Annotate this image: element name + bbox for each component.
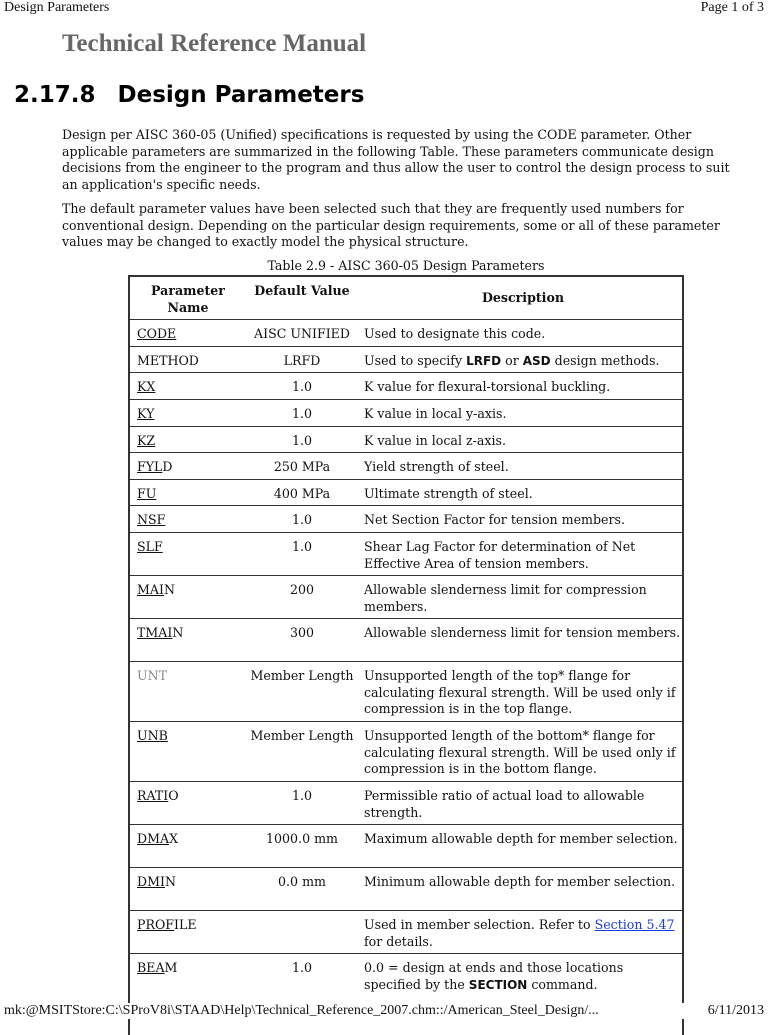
parameter-name — [137, 582, 175, 599]
description: K value for flexural-torsional buckling. — [364, 379, 611, 394]
parameter-name-rest: N — [164, 874, 176, 889]
footer-date: 6/11/2013 — [707, 1003, 764, 1018]
parameter-abbrev: DMI — [137, 874, 165, 889]
description-text: command. — [527, 976, 598, 992]
description-text: Used to specify — [364, 353, 467, 368]
description: Unsupported length of the bottom* flange for calculating flexural strength. Will be used only if compression is in the bottom flange. — [364, 728, 676, 777]
defaults-paragraph: The default parameter values have been selected such that they are frequently used numbers for conventional design. Depending on the particular design requirements, some or all of these parameter values may be changed to exactly model the physical structure. — [62, 201, 720, 250]
parameter-abbrev: DMA — [137, 831, 170, 846]
default-value: 1.0 — [291, 539, 313, 554]
parameter-name-rest: M — [164, 960, 178, 975]
default-value: AISC UNIFIED — [254, 326, 350, 341]
description-text: or — [501, 353, 523, 368]
description: Used to designate this code. — [364, 326, 546, 341]
parameters-table — [128, 275, 684, 1035]
parameter-abbrev: FYL — [137, 459, 163, 474]
default-value: 1.0 — [291, 512, 313, 527]
keyword: ASD — [522, 354, 551, 368]
parameter-name — [137, 486, 156, 503]
default-value: 200 — [289, 582, 315, 597]
parameter-abbrev: NSF — [137, 512, 166, 527]
parameter-abbrev: KX — [137, 379, 156, 394]
parameter-name — [137, 512, 165, 529]
default-value: 1.0 — [291, 433, 313, 448]
table-row — [130, 576, 682, 619]
description: Shear Lag Factor for determination of Net Effective Area of tension members. — [364, 539, 636, 571]
parameter-name — [137, 831, 178, 848]
description: Permissible ratio of actual load to allowable strength. — [364, 788, 645, 820]
parameter-abbrev: SLF — [137, 539, 163, 554]
parameter-abbrev: CODE — [137, 326, 177, 341]
description: Ultimate strength of steel. — [364, 486, 533, 501]
parameter-name-rest: N — [172, 625, 184, 640]
description: K value in local z-axis. — [364, 433, 506, 448]
parameter-name — [137, 406, 154, 423]
table-row — [130, 427, 682, 453]
table-caption: Table 2.9 - AISC 360-05 Design Parameters — [267, 258, 545, 273]
table-row — [130, 347, 682, 373]
default-value: 300 — [289, 625, 315, 640]
description: Allowable slenderness limit for tension members. — [364, 625, 681, 640]
parameter-name-rest: O — [168, 788, 179, 803]
parameter-abbrev: TMAI — [137, 625, 173, 640]
page-footer — [4, 1003, 764, 1019]
parameter-name-rest: METHOD — [137, 353, 199, 368]
parameter-name — [137, 353, 199, 370]
parameter-name — [137, 874, 176, 891]
description-text: for details. — [364, 933, 433, 949]
description — [364, 960, 682, 993]
keyword: LRFD — [466, 354, 502, 368]
intro-paragraph: Design per AISC 360-05 (Unified) specifications is requested by using the CODE parameter. Other applicable parameters are summarized in the following Table. These parameters communicate design decisions from the engineer to the program and thus allow the user to control the design process to suit an application's specific needs. — [62, 127, 730, 192]
table-row — [130, 868, 682, 911]
parameter-name — [137, 433, 155, 450]
parameter-name — [137, 326, 176, 343]
parameter-abbrev: UNB — [137, 728, 168, 743]
page-number: Page 1 of 3 — [700, 0, 764, 15]
section-link[interactable]: Section 5.47 — [594, 917, 675, 932]
default-value: Member Length — [250, 728, 354, 743]
default-value: 1.0 — [291, 406, 313, 421]
parameter-name — [137, 379, 155, 396]
table-row — [130, 373, 682, 400]
manual-title: Technical Reference Manual — [62, 30, 367, 57]
table-header-row — [130, 277, 682, 320]
description-text: 0.0 = design at ends and those locations specified by the — [364, 960, 624, 992]
table-row — [130, 911, 682, 954]
section-title: Design Parameters — [117, 82, 365, 108]
description: K value in local y-axis. — [364, 406, 507, 421]
description — [364, 353, 682, 370]
parameter-name — [137, 917, 197, 934]
default-value: 1000.0 mm — [266, 831, 338, 846]
default-value: 1.0 — [291, 379, 313, 394]
table-row — [130, 506, 682, 533]
description: Net Section Factor for tension members. — [364, 512, 625, 527]
table-row — [130, 533, 682, 576]
default-value: 1.0 — [291, 788, 313, 803]
table-row — [130, 320, 682, 347]
parameter-name-rest: UNT — [137, 668, 168, 683]
table-row — [130, 662, 682, 722]
parameter-name-rest: N — [163, 582, 175, 597]
table-row — [130, 400, 682, 427]
table-row — [130, 825, 682, 868]
keyword: SECTION — [468, 977, 528, 992]
description: Unsupported length of the top* flange for calculating flexural strength. Will be used only if compression is in the top flange. — [364, 668, 676, 717]
footer-path: mk:@MSITStore:C:\SProV8i\STAAD\Help\Technical_Reference_2007.chm::/American_Steel_Design/... — [4, 1003, 599, 1018]
description: Minimum allowable depth for member selection. — [364, 874, 676, 889]
parameter-name — [137, 625, 183, 642]
default-value: 250 MPa — [273, 459, 331, 474]
parameter-name — [137, 960, 177, 977]
parameter-name-rest: ILE — [174, 917, 197, 932]
description: Maximum allowable depth for member selection. — [364, 831, 678, 846]
parameter-abbrev: FU — [137, 486, 157, 501]
parameter-name-rest: D — [162, 459, 173, 474]
default-value: 1.0 — [291, 960, 313, 975]
parameter-name — [137, 459, 173, 476]
header-default-value: Default Value — [254, 283, 350, 298]
table-row — [130, 619, 682, 662]
parameter-abbrev: KZ — [137, 433, 156, 448]
default-value: 0.0 mm — [278, 874, 326, 889]
default-value: Member Length — [250, 668, 354, 683]
description-text: Used in member selection. Refer to — [364, 917, 595, 932]
table-row — [130, 480, 682, 506]
parameter-name — [137, 668, 167, 685]
description — [364, 917, 682, 950]
parameter-name — [137, 539, 163, 556]
parameter-name-rest: X — [169, 831, 179, 846]
parameter-name — [137, 788, 179, 805]
parameter-abbrev: MAI — [137, 582, 164, 597]
table-row — [130, 782, 682, 825]
default-value: LRFD — [283, 353, 321, 368]
section-heading — [14, 82, 364, 108]
description-text: design methods. — [550, 353, 660, 368]
table-row — [130, 453, 682, 480]
parameter-abbrev: PROF — [137, 917, 175, 932]
description: Yield strength of steel. — [364, 459, 509, 474]
parameter-abbrev: KY — [137, 406, 155, 421]
parameter-abbrev: RATI — [137, 788, 169, 803]
section-number: 2.17.8 — [14, 82, 96, 108]
default-value: 400 MPa — [273, 486, 331, 501]
header-description: Description — [481, 290, 565, 305]
page-header-title: Design Parameters — [4, 0, 110, 15]
header-parameter-name: Parameter Name — [151, 283, 225, 315]
parameter-abbrev: BEA — [137, 960, 165, 975]
parameter-name — [137, 728, 168, 745]
table-row — [130, 722, 682, 782]
description: Allowable slenderness limit for compression members. — [364, 582, 647, 614]
